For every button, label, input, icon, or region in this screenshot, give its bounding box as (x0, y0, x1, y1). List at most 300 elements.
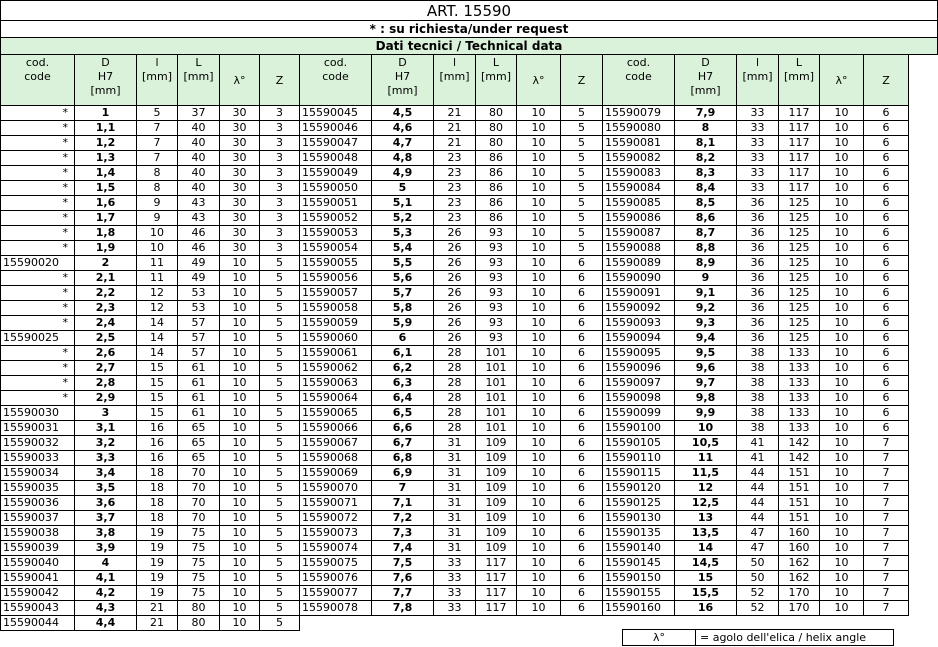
L-cell: 40 (178, 151, 220, 166)
L-cell: 109 (476, 451, 517, 466)
angle-cell: 10 (820, 361, 864, 376)
code-cell: 15590098 (603, 391, 675, 406)
l-cell: 50 (737, 571, 779, 586)
l-cell: 23 (434, 166, 476, 181)
code-cell: 15590045 (300, 106, 372, 121)
l-cell: 26 (434, 256, 476, 271)
diameter-cell: 8,2 (675, 151, 737, 166)
code-cell: 15590087 (603, 226, 675, 241)
code-cell: 15590099 (603, 406, 675, 421)
z-cell: 5 (260, 331, 300, 346)
code-cell: 15590072 (300, 511, 372, 526)
code-cell: 15590060 (300, 331, 372, 346)
z-cell: 6 (561, 376, 603, 391)
l-cell: 38 (737, 391, 779, 406)
l-cell: 16 (137, 421, 178, 436)
code-cell: * (1, 151, 75, 166)
l-cell: 5 (137, 106, 178, 121)
diameter-cell: 4,6 (372, 121, 434, 136)
L-cell: 109 (476, 541, 517, 556)
L-cell: 109 (476, 481, 517, 496)
angle-cell: 10 (517, 301, 561, 316)
diameter-cell: 13 (675, 511, 737, 526)
angle-cell: 10 (517, 211, 561, 226)
L-cell: 93 (476, 256, 517, 271)
diameter-cell: 3,6 (75, 496, 137, 511)
diameter-cell: 3 (75, 406, 137, 421)
angle-cell: 10 (820, 346, 864, 361)
code-cell: 15590080 (603, 121, 675, 136)
l-cell: 15 (137, 406, 178, 421)
l-cell: 12 (137, 286, 178, 301)
section-title: Dati tecnici / Technical data (0, 37, 938, 55)
angle-cell: 30 (220, 166, 260, 181)
diameter-cell: 2,2 (75, 286, 137, 301)
diameter-cell: 5,5 (372, 256, 434, 271)
L-cell: 125 (779, 331, 820, 346)
code-cell: 15590034 (1, 466, 75, 481)
angle-cell: 10 (517, 586, 561, 601)
code-cell: 15590059 (300, 316, 372, 331)
table-row (1, 196, 909, 211)
z-cell: 6 (561, 511, 603, 526)
diameter-cell: 11 (675, 451, 737, 466)
diameter-cell: 2,6 (75, 346, 137, 361)
diameter-cell: 4,5 (372, 106, 434, 121)
table-row (1, 331, 909, 346)
L-cell: 93 (476, 286, 517, 301)
L-cell: 101 (476, 421, 517, 436)
angle-cell: 30 (220, 241, 260, 256)
L-cell: 65 (178, 421, 220, 436)
legend-text: = agolo dell'elica / helix angle (700, 631, 867, 644)
table-row (1, 301, 909, 316)
diameter-cell: 1,1 (75, 121, 137, 136)
z-cell: 6 (561, 526, 603, 541)
diameter-cell: 11,5 (675, 466, 737, 481)
diameter-cell: 2,7 (75, 361, 137, 376)
z-cell: 3 (260, 166, 300, 181)
angle-cell: 10 (220, 436, 260, 451)
z-cell: 6 (864, 211, 909, 226)
z-cell: 6 (864, 181, 909, 196)
code-cell: 15590051 (300, 196, 372, 211)
code-cell: * (1, 121, 75, 136)
code-cell: 15590063 (300, 376, 372, 391)
l-cell: 21 (434, 121, 476, 136)
angle-cell: 10 (820, 166, 864, 181)
diameter-cell: 8,9 (675, 256, 737, 271)
l-cell: 36 (737, 256, 779, 271)
angle-cell: 10 (820, 391, 864, 406)
diameter-cell: 5,2 (372, 211, 434, 226)
L-cell: 109 (476, 466, 517, 481)
L-cell: 133 (779, 361, 820, 376)
angle-cell: 10 (517, 421, 561, 436)
L-cell: 125 (779, 316, 820, 331)
L-cell: 151 (779, 466, 820, 481)
l-cell: 36 (737, 241, 779, 256)
L-cell: 125 (779, 271, 820, 286)
z-cell: 6 (864, 271, 909, 286)
L-cell: 125 (779, 211, 820, 226)
z-cell: 6 (864, 226, 909, 241)
flutes-header: Z (864, 55, 909, 106)
L-cell: 70 (178, 481, 220, 496)
angle-cell: 10 (820, 571, 864, 586)
L-cell: 75 (178, 526, 220, 541)
diameter-cell: 9,1 (675, 286, 737, 301)
diameter-cell: 1,6 (75, 196, 137, 211)
code-cell: 15590155 (603, 586, 675, 601)
z-cell: 5 (561, 196, 603, 211)
L-cell: 142 (779, 451, 820, 466)
angle-cell: 10 (517, 556, 561, 571)
flutes-header: Z (260, 55, 300, 106)
l-cell: 38 (737, 361, 779, 376)
L-cell: 109 (476, 526, 517, 541)
L-cell: 133 (779, 376, 820, 391)
code-cell: 15590093 (603, 316, 675, 331)
z-cell: 6 (864, 166, 909, 181)
l-cell: 16 (137, 436, 178, 451)
z-cell: 5 (260, 586, 300, 601)
code-cell: 15590150 (603, 571, 675, 586)
diameter-cell: 12,5 (675, 496, 737, 511)
diameter-cell: 8,6 (675, 211, 737, 226)
l-cell: 18 (137, 481, 178, 496)
angle-cell: 10 (517, 376, 561, 391)
diameter-cell: 4,2 (75, 586, 137, 601)
diameter-cell: 8,8 (675, 241, 737, 256)
l-cell: 36 (737, 316, 779, 331)
z-cell: 6 (864, 316, 909, 331)
total-length-header: L [mm] (779, 55, 820, 106)
angle-cell: 10 (517, 466, 561, 481)
l-cell: 12 (137, 301, 178, 316)
l-cell: 9 (137, 211, 178, 226)
diameter-cell: 4,1 (75, 571, 137, 586)
z-cell: 6 (864, 121, 909, 136)
angle-cell: 10 (820, 436, 864, 451)
z-cell: 6 (864, 106, 909, 121)
angle-cell: 10 (820, 556, 864, 571)
diameter-cell: 4,4 (75, 616, 137, 631)
L-cell: 142 (779, 436, 820, 451)
code-cell: 15590120 (603, 481, 675, 496)
angle-cell: 30 (220, 226, 260, 241)
L-cell: 151 (779, 511, 820, 526)
code-cell: 15590100 (603, 421, 675, 436)
z-cell: 5 (260, 391, 300, 406)
diameter-cell: 8,5 (675, 196, 737, 211)
diameter-cell: 8 (675, 121, 737, 136)
code-cell: 15590071 (300, 496, 372, 511)
z-cell: 5 (561, 181, 603, 196)
L-cell: 117 (779, 181, 820, 196)
l-cell: 36 (737, 211, 779, 226)
L-cell: 75 (178, 571, 220, 586)
diameter-cell: 15,5 (675, 586, 737, 601)
z-cell: 6 (561, 391, 603, 406)
diameter-cell: 1 (75, 106, 137, 121)
technical-data-table (0, 54, 909, 631)
diameter-cell: 9,5 (675, 346, 737, 361)
code-cell: 15590115 (603, 466, 675, 481)
diameter-cell: 3,4 (75, 466, 137, 481)
l-cell: 18 (137, 466, 178, 481)
L-cell: 133 (779, 421, 820, 436)
L-cell: 117 (476, 571, 517, 586)
l-cell: 33 (434, 571, 476, 586)
l-cell: 36 (737, 301, 779, 316)
z-cell: 5 (561, 121, 603, 136)
diameter-cell: 6 (372, 331, 434, 346)
z-cell: 5 (260, 271, 300, 286)
L-cell: 86 (476, 166, 517, 181)
z-cell: 5 (260, 256, 300, 271)
diameter-cell: 1,8 (75, 226, 137, 241)
l-cell: 19 (137, 586, 178, 601)
diameter-cell: 7,6 (372, 571, 434, 586)
z-cell: 5 (260, 571, 300, 586)
angle-cell: 10 (820, 601, 864, 616)
angle-cell: 30 (220, 136, 260, 151)
angle-cell: 10 (517, 241, 561, 256)
z-cell: 7 (864, 466, 909, 481)
z-cell: 6 (561, 436, 603, 451)
L-cell: 125 (779, 301, 820, 316)
code-cell: 15590092 (603, 301, 675, 316)
l-cell: 36 (737, 331, 779, 346)
diameter-cell: 6,7 (372, 436, 434, 451)
table-row (1, 466, 909, 481)
diameter-cell: 6,9 (372, 466, 434, 481)
code-cell: 15590130 (603, 511, 675, 526)
diameter-cell: 7,1 (372, 496, 434, 511)
L-cell: 93 (476, 226, 517, 241)
diameter-cell: 6,3 (372, 376, 434, 391)
code-cell: 15590086 (603, 211, 675, 226)
L-cell: 46 (178, 226, 220, 241)
code-cell: 15590067 (300, 436, 372, 451)
diameter-cell: 2,9 (75, 391, 137, 406)
code-cell: 15590074 (300, 541, 372, 556)
z-cell: 6 (561, 496, 603, 511)
angle-cell: 10 (517, 436, 561, 451)
z-cell: 6 (561, 451, 603, 466)
angle-cell: 10 (517, 346, 561, 361)
L-cell: 170 (779, 586, 820, 601)
L-cell: 117 (779, 166, 820, 181)
diameter-cell: 7,7 (372, 586, 434, 601)
L-cell: 117 (779, 136, 820, 151)
l-cell: 33 (737, 136, 779, 151)
angle-cell: 10 (220, 316, 260, 331)
l-cell: 26 (434, 286, 476, 301)
code-cell: 15590031 (1, 421, 75, 436)
diameter-cell: 9 (675, 271, 737, 286)
diameter-header: D H7 [mm] (372, 55, 434, 106)
code-cell: 15590062 (300, 361, 372, 376)
angle-cell: 10 (220, 256, 260, 271)
z-cell: 6 (864, 406, 909, 421)
z-cell: 6 (864, 286, 909, 301)
L-cell: 75 (178, 556, 220, 571)
code-cell: 15590055 (300, 256, 372, 271)
code-cell: 15590073 (300, 526, 372, 541)
z-cell: 7 (864, 511, 909, 526)
angle-cell: 10 (517, 601, 561, 616)
l-cell: 16 (137, 451, 178, 466)
table-row (1, 451, 909, 466)
diameter-cell: 9,8 (675, 391, 737, 406)
angle-cell: 10 (517, 316, 561, 331)
helix-angle-header: λ° (517, 55, 561, 106)
l-cell: 19 (137, 541, 178, 556)
code-cell: 15590070 (300, 481, 372, 496)
code-cell: 15590038 (1, 526, 75, 541)
angle-cell: 10 (820, 406, 864, 421)
diameter-cell: 7,3 (372, 526, 434, 541)
l-cell: 19 (137, 526, 178, 541)
L-cell: 93 (476, 316, 517, 331)
l-cell: 36 (737, 226, 779, 241)
L-cell: 57 (178, 316, 220, 331)
code-cell: 15590088 (603, 241, 675, 256)
l-cell: 33 (737, 181, 779, 196)
angle-cell: 10 (220, 556, 260, 571)
cutting-length-header: l [mm] (737, 55, 779, 106)
z-cell: 5 (260, 316, 300, 331)
l-cell: 33 (434, 556, 476, 571)
code-cell: 15590039 (1, 541, 75, 556)
angle-cell: 30 (220, 196, 260, 211)
l-cell: 18 (137, 511, 178, 526)
table-row (1, 376, 909, 391)
angle-cell: 10 (517, 256, 561, 271)
angle-cell: 10 (517, 151, 561, 166)
l-cell: 15 (137, 361, 178, 376)
z-cell: 7 (864, 571, 909, 586)
angle-cell: 10 (220, 421, 260, 436)
code-cell: 15590037 (1, 511, 75, 526)
L-cell: 57 (178, 346, 220, 361)
diameter-cell: 4,9 (372, 166, 434, 181)
L-cell: 151 (779, 481, 820, 496)
diameter-cell: 4,7 (372, 136, 434, 151)
diameter-cell: 3,9 (75, 541, 137, 556)
angle-cell: 10 (820, 241, 864, 256)
diameter-cell: 15 (675, 571, 737, 586)
diameter-cell: 6,4 (372, 391, 434, 406)
L-cell: 160 (779, 541, 820, 556)
z-cell: 6 (561, 466, 603, 481)
angle-cell: 10 (820, 136, 864, 151)
code-cell: 15590047 (300, 136, 372, 151)
L-cell: 125 (779, 196, 820, 211)
z-cell: 3 (260, 241, 300, 256)
z-cell: 6 (561, 361, 603, 376)
table-row (1, 406, 909, 421)
diameter-cell: 8,7 (675, 226, 737, 241)
z-cell: 7 (864, 436, 909, 451)
l-cell: 44 (737, 511, 779, 526)
z-cell: 6 (561, 556, 603, 571)
diameter-cell: 4,8 (372, 151, 434, 166)
table-row (1, 226, 909, 241)
angle-cell: 10 (517, 166, 561, 181)
z-cell: 6 (561, 316, 603, 331)
flutes-header: Z (561, 55, 603, 106)
L-cell: 40 (178, 136, 220, 151)
L-cell: 125 (779, 241, 820, 256)
z-cell: 6 (864, 391, 909, 406)
cutting-length-header: l [mm] (434, 55, 476, 106)
z-cell: 5 (260, 286, 300, 301)
total-length-header: L [mm] (178, 55, 220, 106)
diameter-cell: 16 (675, 601, 737, 616)
code-cell: 15590061 (300, 346, 372, 361)
code-cell: 15590105 (603, 436, 675, 451)
table-row (1, 556, 909, 571)
code-cell: 15590033 (1, 451, 75, 466)
code-header: cod. code (603, 55, 675, 106)
code-cell: 15590042 (1, 586, 75, 601)
L-cell: 93 (476, 331, 517, 346)
L-cell: 40 (178, 181, 220, 196)
table-row (1, 346, 909, 361)
L-cell: 80 (476, 106, 517, 121)
angle-cell: 10 (517, 196, 561, 211)
l-cell: 31 (434, 436, 476, 451)
diameter-header: D H7 [mm] (675, 55, 737, 106)
code-cell: * (1, 136, 75, 151)
angle-cell: 10 (220, 466, 260, 481)
empty-cell (517, 616, 561, 631)
angle-cell: 10 (517, 406, 561, 421)
L-cell: 93 (476, 301, 517, 316)
code-cell: 15590046 (300, 121, 372, 136)
code-cell: * (1, 106, 75, 121)
angle-cell: 10 (820, 481, 864, 496)
code-cell: 15590097 (603, 376, 675, 391)
l-cell: 36 (737, 271, 779, 286)
code-cell: * (1, 166, 75, 181)
L-cell: 61 (178, 391, 220, 406)
code-cell: 15590077 (300, 586, 372, 601)
z-cell: 5 (260, 481, 300, 496)
table-row (1, 586, 909, 601)
diameter-cell: 1,5 (75, 181, 137, 196)
diameter-cell: 9,7 (675, 376, 737, 391)
angle-cell: 10 (517, 181, 561, 196)
L-cell: 133 (779, 391, 820, 406)
diameter-cell: 4,3 (75, 601, 137, 616)
angle-cell: 10 (820, 211, 864, 226)
angle-cell: 10 (820, 331, 864, 346)
code-cell: 15590085 (603, 196, 675, 211)
z-cell: 6 (864, 196, 909, 211)
z-cell: 6 (561, 331, 603, 346)
code-cell: 15590160 (603, 601, 675, 616)
l-cell: 28 (434, 421, 476, 436)
angle-cell: 10 (820, 196, 864, 211)
L-cell: 162 (779, 556, 820, 571)
l-cell: 10 (137, 226, 178, 241)
diameter-cell: 9,3 (675, 316, 737, 331)
l-cell: 36 (737, 286, 779, 301)
